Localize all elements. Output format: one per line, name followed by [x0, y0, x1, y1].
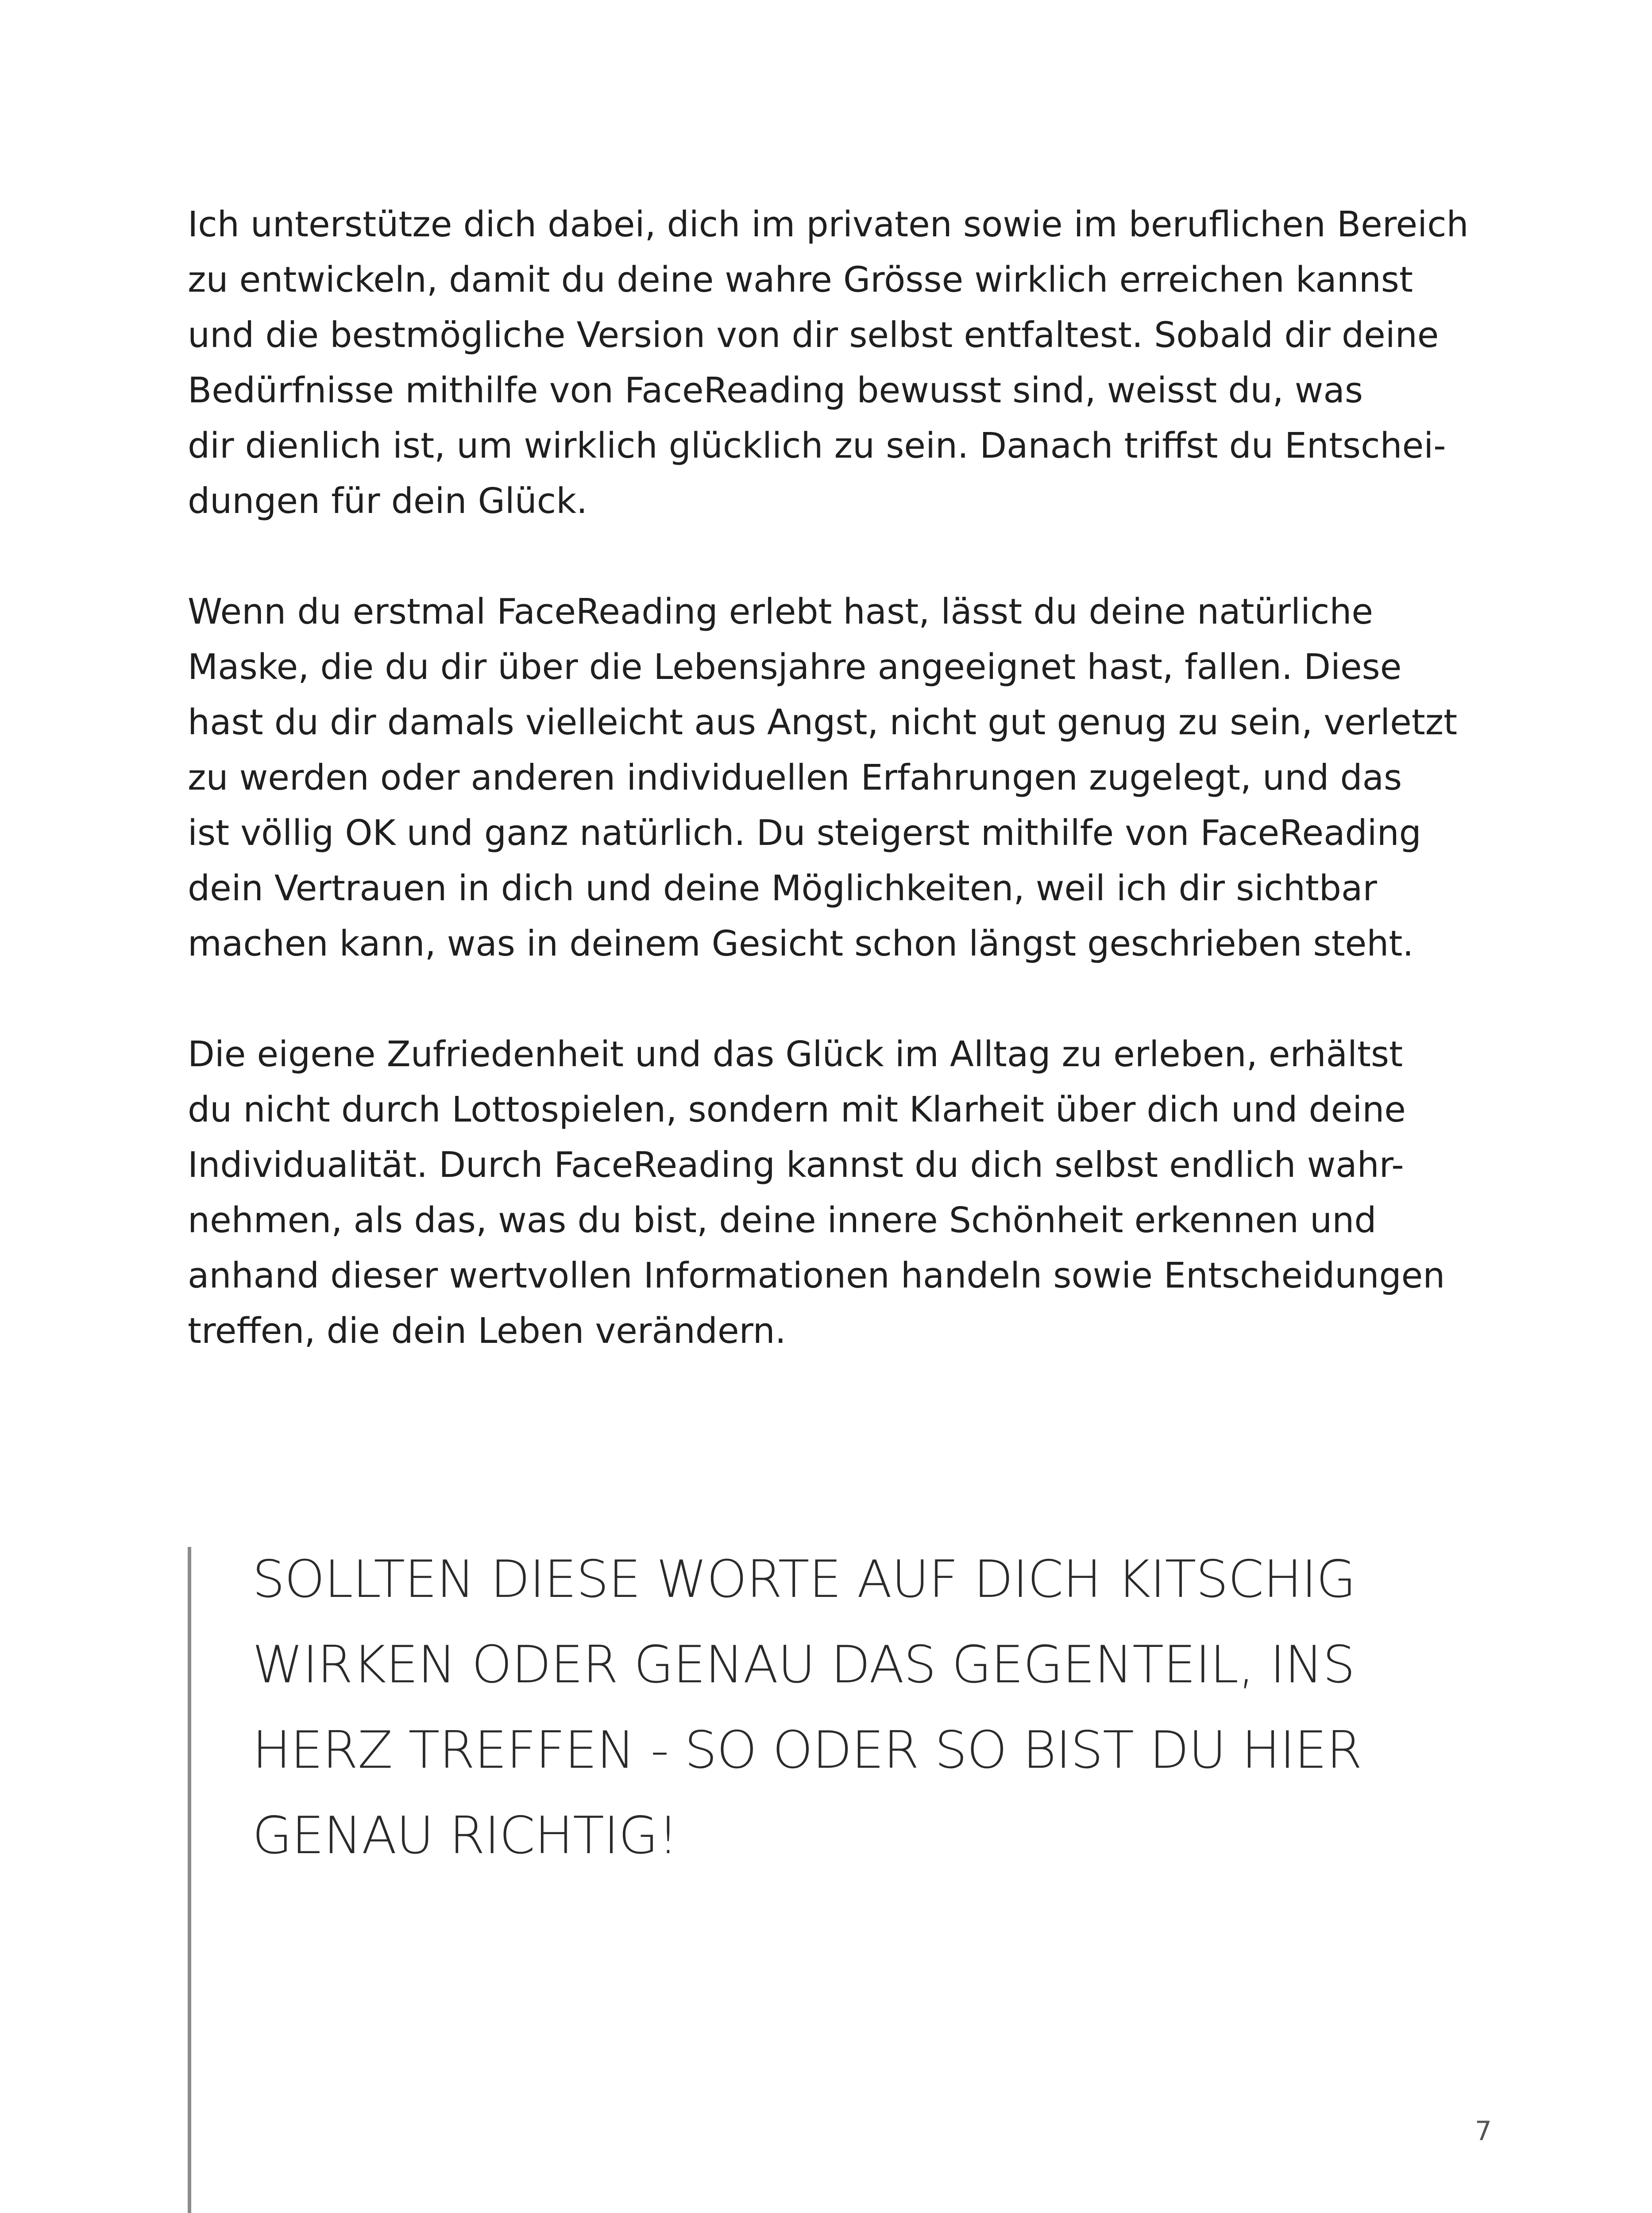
text-line: Wenn du erstmal FaceReading erlebt hast, lässt du deine natürliche — [188, 591, 1374, 632]
text-line: dungen für dein Glück. — [188, 481, 588, 521]
quote-rule — [188, 1547, 191, 2213]
text-line: zu werden oder anderen individuellen Erfahrungen zugelegt, und das — [188, 757, 1402, 798]
quote-line: HERZ TREFFEN - SO ODER SO BIST DU HIER — [252, 1720, 1362, 1780]
text-line: treffen, die dein Leben verändern. — [188, 1311, 786, 1351]
quote-line: SOLLTEN DIESE WORTE AUF DICH KITSCHIG — [252, 1550, 1356, 1609]
text-line: hast du dir damals vielleicht aus Angst, nicht gut genug zu sein, verletzt — [188, 702, 1458, 743]
text-line: ist völlig OK und ganz natürlich. Du steigerst mithilfe von FaceReading — [188, 813, 1421, 853]
text-line: und die bestmögliche Version von dir selbst entfaltest. Sobald dir deine — [188, 315, 1439, 355]
text-line: Individualität. Durch FaceReading kannst du dich selbst endlich wahr- — [188, 1145, 1404, 1185]
paragraph-1 — [188, 197, 1494, 529]
paragraph-2 — [188, 584, 1494, 972]
text-line: du nicht durch Lottospielen, sondern mit Klarheit über dich und deine — [188, 1089, 1406, 1130]
text-line: Die eigene Zufriedenheit und das Glück im Alltag zu erleben, erhältst — [188, 1034, 1403, 1075]
text-line: zu entwickeln, damit du deine wahre Grösse wirklich erreichen kannst — [188, 259, 1413, 300]
quote-line: WIRKEN ODER GENAU DAS GEGENTEIL, INS — [252, 1635, 1355, 1695]
quote-line: GENAU RICHTIG! — [252, 1806, 678, 1866]
text-line: dir dienlich ist, um wirklich glücklich zu sein. Danach triffst du Entschei- — [188, 425, 1446, 466]
text-line: machen kann, was in deinem Gesicht schon längst geschrieben steht. — [188, 923, 1414, 964]
text-line: nehmen, als das, was du bist, deine innere Schönheit erkennen und — [188, 1200, 1377, 1241]
pull-quote — [252, 1537, 1536, 1878]
text-line: Bedürfnisse mithilfe von FaceReading bewusst sind, weisst du, was — [188, 370, 1363, 411]
body-text — [188, 197, 1494, 1414]
text-line: dein Vertrauen in dich und deine Möglichkeiten, weil ich dir sichtbar — [188, 868, 1377, 909]
page-number: 7 — [1474, 2116, 1492, 2147]
text-line: anhand dieser wertvollen Informationen handeln sowie Entscheidungen — [188, 1255, 1445, 1296]
paragraph-3 — [188, 1027, 1494, 1359]
text-line: Ich unterstütze dich dabei, dich im privaten sowie im beruflichen Bereich — [188, 204, 1469, 245]
text-line: Maske, die du dir über die Lebensjahre angeeignet hast, fallen. Diese — [188, 647, 1402, 687]
